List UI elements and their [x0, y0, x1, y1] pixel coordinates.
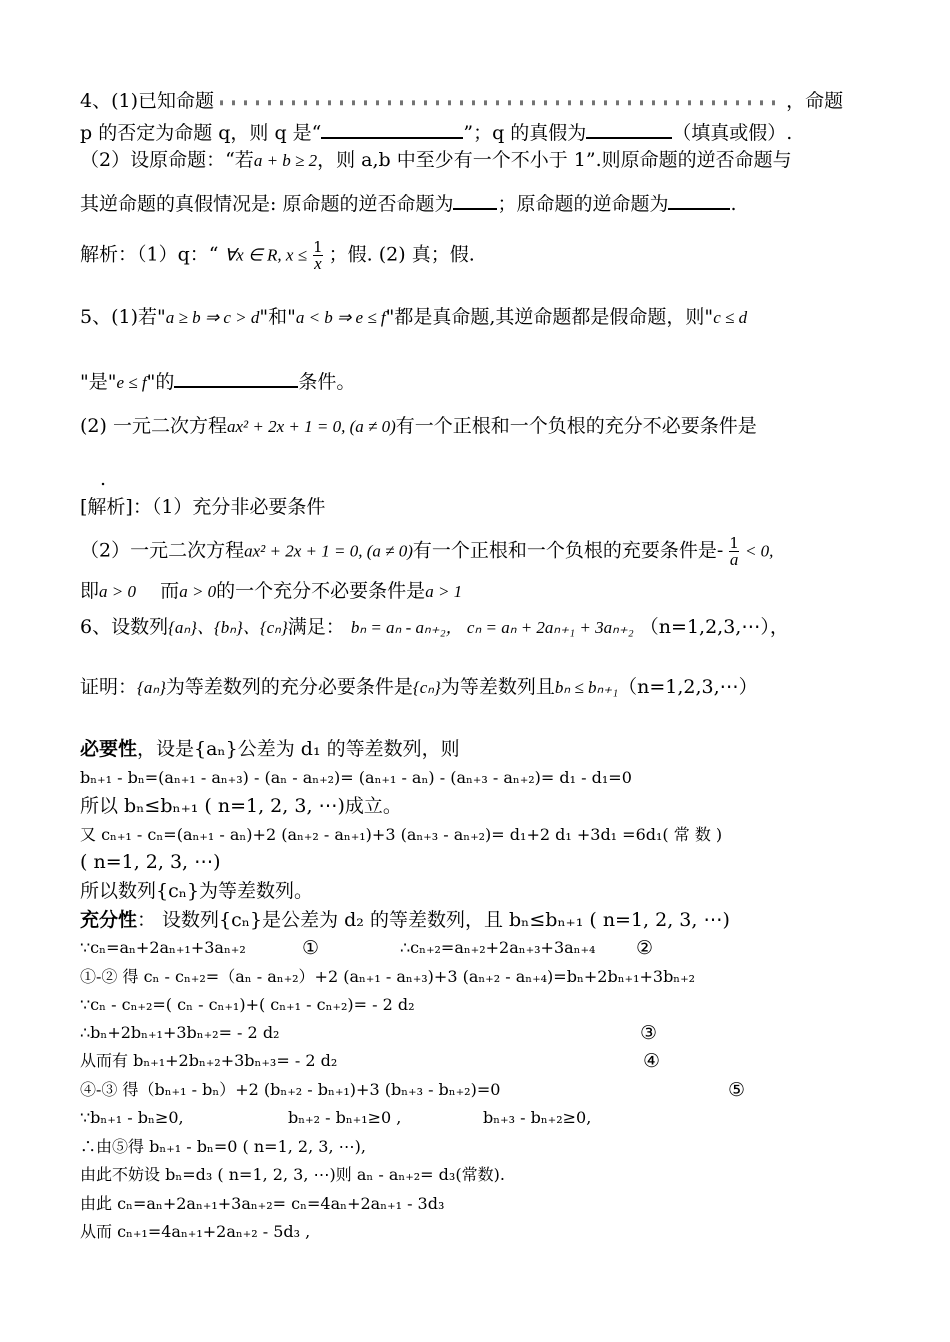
proof-line: 从而 cₙ₊₁=4aₙ₊₁+2aₙ₊₂ - 5d₃ ,	[80, 1222, 311, 1241]
math-expr: a < b ⇒ e ≤ f	[295, 308, 386, 327]
q5-text: (2) 一元二次方程	[80, 415, 227, 437]
q4-text: .	[730, 193, 737, 215]
math-expr: ax² + 2x + 1 = 0, (a ≠ 0)	[226, 417, 396, 436]
denominator: a	[729, 550, 739, 569]
math-expr: {cₙ}	[412, 678, 441, 697]
eq-text: 从而有 bₙ₊₁+2bₙ₊₂+3bₙ₊₃= - 2 d₂	[80, 1051, 338, 1070]
proof-line: 又 cₙ₊₁ - cₙ=(aₙ₊₁ - aₙ)+2 (aₙ₊₂ - aₙ₊₁)+3 (aₙ₊₃ - aₙ₊₂)= d₁+2 d₁ +3d₁ =6d₁( 常 数 )	[80, 825, 723, 844]
q4-text: （2）设原命题：“若	[80, 149, 254, 171]
eq-marker: ①	[302, 937, 320, 959]
eq-text: ∴cₙ₊₂=aₙ₊₂+2aₙ₊₃+3aₙ₊₄	[400, 938, 596, 957]
necessity-title: 必要性	[80, 738, 138, 760]
q5-text: "是"	[80, 371, 117, 393]
fill-blank	[586, 119, 672, 139]
answer-text: （2）一元二次方程	[80, 539, 245, 562]
math-expr: bₙ ≤ bₙ₊₁	[554, 678, 619, 697]
q4-text: p 的否定为命题 q，则 q 是“	[80, 122, 322, 144]
proof-line: bₙ₊₁ - bₙ=(aₙ₊₁ - aₙ₊₃) - (aₙ - aₙ₊₂)= (aₙ₊₁ - aₙ) - (aₙ₊₃ - aₙ₊₂)= d₁ - d₁=0	[80, 768, 632, 787]
q4-text: ”；q 的真假为	[463, 122, 587, 144]
q4-text: ；原命题的逆命题为	[497, 193, 669, 215]
eq-text: ∵bₙ₊₁ - bₙ≥0,	[80, 1108, 184, 1127]
q5-line2	[80, 368, 355, 396]
q4-line1	[80, 88, 843, 114]
q6-text: 为等差数列的充分必要条件是	[165, 676, 413, 698]
fill-blank	[321, 119, 463, 139]
proof-line: 由此不妨设 bₙ=d₃ ( n=1, 2, 3, ⋯)则 aₙ - aₙ₊₂= d₃(常数).	[80, 1165, 505, 1184]
math-expr: ∀x ∈ R, x ≤	[224, 245, 308, 265]
fill-blank	[453, 190, 497, 210]
q6-text: （n=1,2,3,⋯）	[618, 676, 758, 698]
necessity-heading	[80, 736, 460, 762]
fraction	[729, 536, 739, 567]
q4-text: ，则 a,b 中至少有一个不小于 1”.则原命题的逆否命题与	[317, 149, 792, 171]
q6-line1	[80, 614, 789, 641]
fill-blank	[174, 368, 298, 388]
proof-line: 由此 cₙ=aₙ+2aₙ₊₁+3aₙ₊₂= cₙ=4aₙ+2aₙ₊₁ - 3d₃	[80, 1194, 445, 1213]
eq-text: bₙ₊₃ - bₙ₊₂≥0,	[483, 1108, 592, 1127]
q4-line4	[80, 190, 737, 217]
q6-text: 为等差数列且	[440, 676, 555, 698]
eq-marker: ⑤	[728, 1079, 746, 1101]
q5-line3	[80, 413, 757, 440]
math-expr: a > 0	[99, 582, 136, 601]
q6-text: （n=1,2,3,⋯），	[639, 616, 789, 638]
q5-text: 条件。	[298, 371, 356, 393]
answer-text: 即	[80, 580, 100, 602]
q5-text: 5、(1)若"	[80, 306, 166, 328]
denominator: x	[314, 254, 322, 273]
eq-text: ∴bₙ+2bₙ₊₁+3bₙ₊₂= - 2 d₂	[80, 1023, 280, 1042]
q5-text: "和"	[259, 306, 296, 328]
q4-text: 其逆命题的真假情况是: 原命题的逆否命题为	[80, 193, 454, 215]
q4-line3	[80, 147, 792, 174]
eq-text: bₙ₊₂ - bₙ₊₁≥0 ,	[288, 1108, 402, 1127]
answer-text: 解析：（1）q：“	[80, 243, 219, 266]
math-expr: {aₙ}	[137, 678, 166, 697]
answer-text: ；假. (2) 真；假.	[328, 243, 475, 266]
math-expr: a > 0	[179, 582, 217, 601]
proof-line	[80, 1048, 661, 1074]
q5-text: "都是真命题,其逆命题都是假命题，则"	[385, 306, 714, 328]
fraction	[313, 240, 323, 271]
sufficiency-heading	[80, 907, 730, 933]
numerator: 1	[313, 238, 323, 256]
q5-line1	[80, 304, 747, 331]
q5-text: "的	[146, 371, 175, 393]
q5-line4: .	[100, 468, 107, 490]
eq-text: ∵cₙ=aₙ+2aₙ₊₁+3aₙ₊₂	[80, 938, 246, 957]
q6-text: 6、设数列	[80, 616, 169, 638]
q5-answer3	[80, 578, 462, 605]
proof-line	[80, 1077, 746, 1103]
math-expr: {aₙ}、{bₙ}、{cₙ}	[168, 618, 288, 637]
answer-text: 的一个充分不必要条件是	[216, 580, 426, 602]
answer-text: 有一个正根和一个负根的充要条件是	[412, 539, 717, 562]
math-expr: bₙ = aₙ - aₙ₊₂， cₙ = aₙ + 2aₙ₊₁ + 3aₙ₊₂	[350, 618, 634, 637]
math-expr: a > 1	[425, 582, 463, 601]
math-expr: < 0,	[744, 541, 774, 561]
eq-text: ④-③ 得（bₙ₊₁ - bₙ）+2 (bₙ₊₂ - bₙ₊₁)+3 (bₙ₊₃ - bₙ₊₂)=0	[80, 1080, 501, 1099]
proof-line	[80, 1105, 592, 1131]
proof-line	[80, 1020, 658, 1046]
math-minus: -	[716, 539, 724, 562]
q5-text: 有一个正根和一个负根的充分不必要条件是	[395, 415, 757, 437]
q6-text: 证明：	[80, 676, 138, 698]
proof-line	[80, 935, 654, 961]
sufficiency-text: ： 设数列{cₙ}是公差为 d₂ 的等差数列，且 bₙ≤bₙ₊₁ ( n=1, 2, 3, ⋯)	[137, 909, 730, 931]
q4-answer	[80, 240, 475, 271]
proof-line: 所以 bₙ≤bₙ₊₁ ( n=1, 2, 3, ⋯)成立。	[80, 795, 402, 817]
q6-text: 满足：	[287, 616, 345, 638]
math-expr: e ≤ f	[116, 373, 147, 392]
sufficiency-title: 充分性	[80, 909, 138, 931]
q4-line2	[80, 119, 792, 146]
q4-text: （填真或假）.	[672, 122, 793, 144]
eq-marker: ②	[636, 937, 654, 959]
q6-line2	[80, 674, 758, 701]
q4-text: 4、(1)已知命题	[80, 90, 215, 112]
proof-line: ∵cₙ - cₙ₊₂=( cₙ - cₙ₊₁)+( cₙ₊₁ - cₙ₊₂)= - 2 d₂	[80, 995, 415, 1014]
math-expr: a ≥ b ⇒ c > d	[165, 308, 260, 327]
q4-text: ，命题	[786, 90, 844, 112]
garbled-formula-image	[220, 94, 780, 110]
math-expr: ax² + 2x + 1 = 0, (a ≠ 0)	[244, 541, 413, 561]
q5-answer2	[80, 536, 773, 567]
numerator: 1	[729, 534, 739, 552]
q5-answer1: [解析]：（1）充分非必要条件	[80, 496, 326, 518]
answer-text: 而	[160, 580, 180, 602]
eq-marker: ④	[643, 1050, 661, 1072]
proof-line: ∴由⑤得 bₙ₊₁ - bₙ=0 ( n=1, 2, 3, ⋯),	[80, 1137, 366, 1156]
math-expr: a + b ≥ 2	[253, 151, 318, 170]
fill-blank	[668, 190, 730, 210]
eq-marker: ③	[640, 1022, 658, 1044]
math-expr: c ≤ d	[713, 308, 748, 327]
proof-line: 所以数列{cₙ}为等差数列。	[80, 880, 314, 902]
proof-line: ( n=1, 2, 3, ⋯)	[80, 851, 221, 873]
necessity-text: ，设是{aₙ}公差为 d₁ 的等差数列，则	[137, 738, 460, 760]
proof-line: ①-② 得 cₙ - cₙ₊₂=（aₙ - aₙ₊₂）+2 (aₙ₊₁ - aₙ₊₃)+3 (aₙ₊₂ - aₙ₊₄)=bₙ+2bₙ₊₁+3bₙ₊₂	[80, 967, 696, 986]
